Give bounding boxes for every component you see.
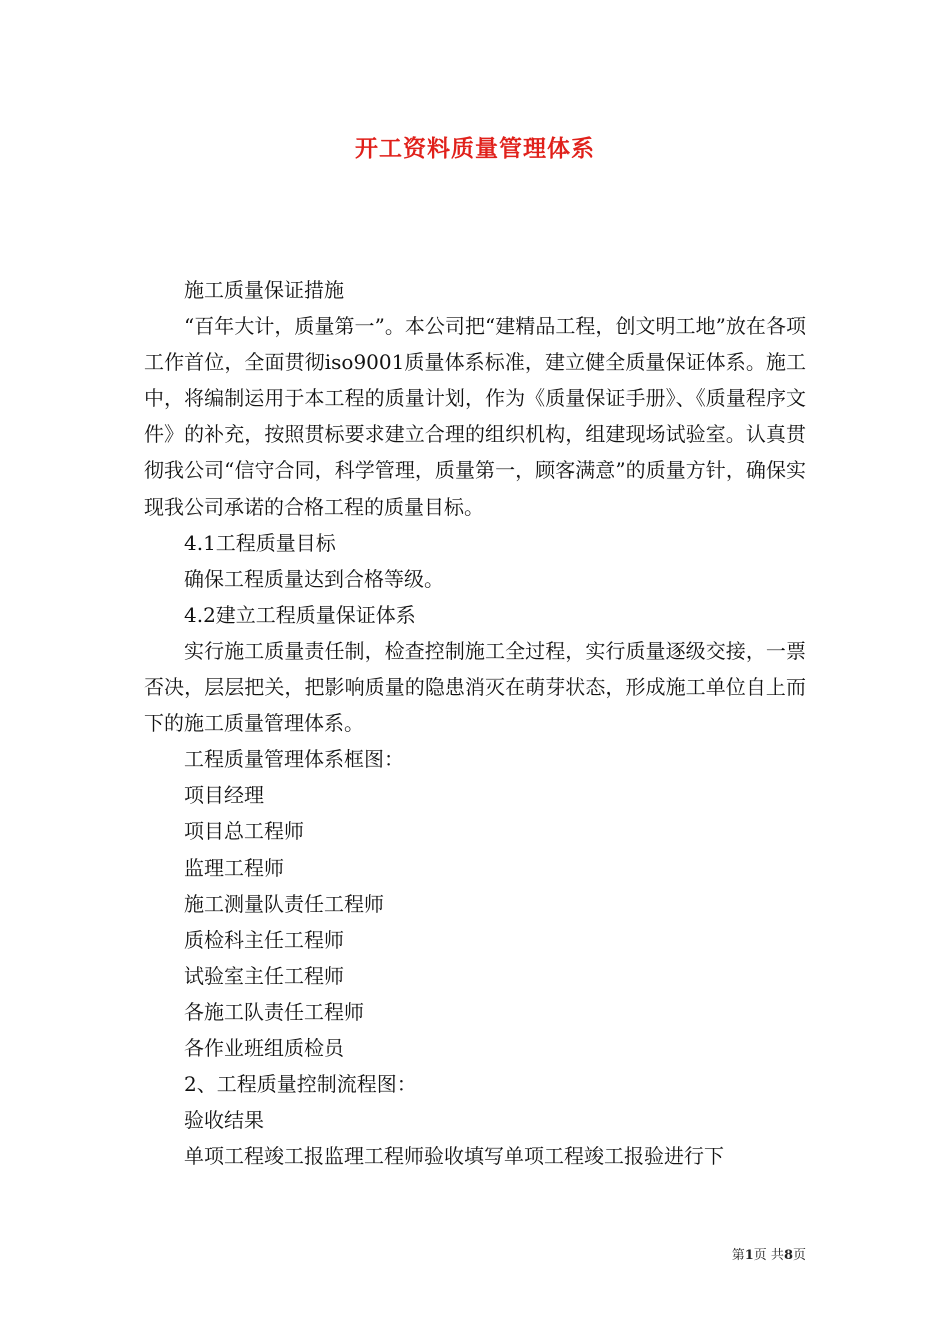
intro-paragraph: “百年大计，质量第一”。本公司把“建精品工程，创文明工地”放在各项工作首位，全面贯彻iso9001质量体系标准，建立健全质量保证体系。施工中，将编制运用于本工程的质量计划，作为《质量保证手册》、《质量程序文件》的补充，按照贯标要求建立合理的组织机构，组建现场试验室。认真贯彻我公司“信守合同，科学管理，质量第一，顾客满意”的质量方针，确保实现我公司承诺的合格工程的质量目标。 [144, 314, 806, 519]
document-body [144, 272, 806, 1174]
org-chart-item: 质检科主任工程师 [184, 927, 344, 952]
flow-chart-item: 验收结果 [184, 1108, 264, 1133]
subsection-heading-4-1: 4.1工程质量目标 [184, 530, 336, 555]
org-chart-heading: 工程质量管理体系框图： [184, 747, 404, 772]
document-title: 开工资料质量管理体系 [355, 135, 595, 162]
flow-chart-heading: 2、工程质量控制流程图： [184, 1072, 417, 1097]
section-heading: 施工质量保证措施 [184, 278, 344, 302]
total-pages-number: 8 [783, 1248, 793, 1263]
footer-suffix: 页 [792, 1248, 806, 1263]
responsibility-paragraph: 实行施工质量责任制，检查控制施工全过程，实行质量逐级交接，一票否决，层层把关，把影响质量的隐患消灭在萌芽状态，形成施工单位自上而下的施工质量管理体系。 [144, 638, 806, 736]
org-chart-item: 项目总工程师 [184, 819, 304, 844]
org-chart-item: 项目经理 [184, 783, 264, 808]
org-chart-item: 监理工程师 [184, 855, 284, 880]
org-chart-item: 各施工队责任工程师 [184, 999, 364, 1024]
current-page-number: 1 [744, 1248, 754, 1263]
footer-prefix: 第 [731, 1248, 745, 1263]
footer-middle: 页 共 [753, 1248, 784, 1263]
quality-goal-text: 确保工程质量达到合格等级。 [184, 566, 444, 591]
flow-chart-item: 单项工程竣工报监理工程师验收填写单项工程竣工报验进行下 [184, 1144, 724, 1169]
org-chart-item: 试验室主任工程师 [184, 963, 344, 988]
page-number-footer [732, 1247, 806, 1265]
org-chart-list [144, 777, 806, 1066]
org-chart-item: 施工测量队责任工程师 [184, 891, 384, 916]
org-chart-item: 各作业班组质检员 [184, 1035, 344, 1060]
subsection-heading-4-2: 4.2建立工程质量保证体系 [184, 602, 416, 627]
